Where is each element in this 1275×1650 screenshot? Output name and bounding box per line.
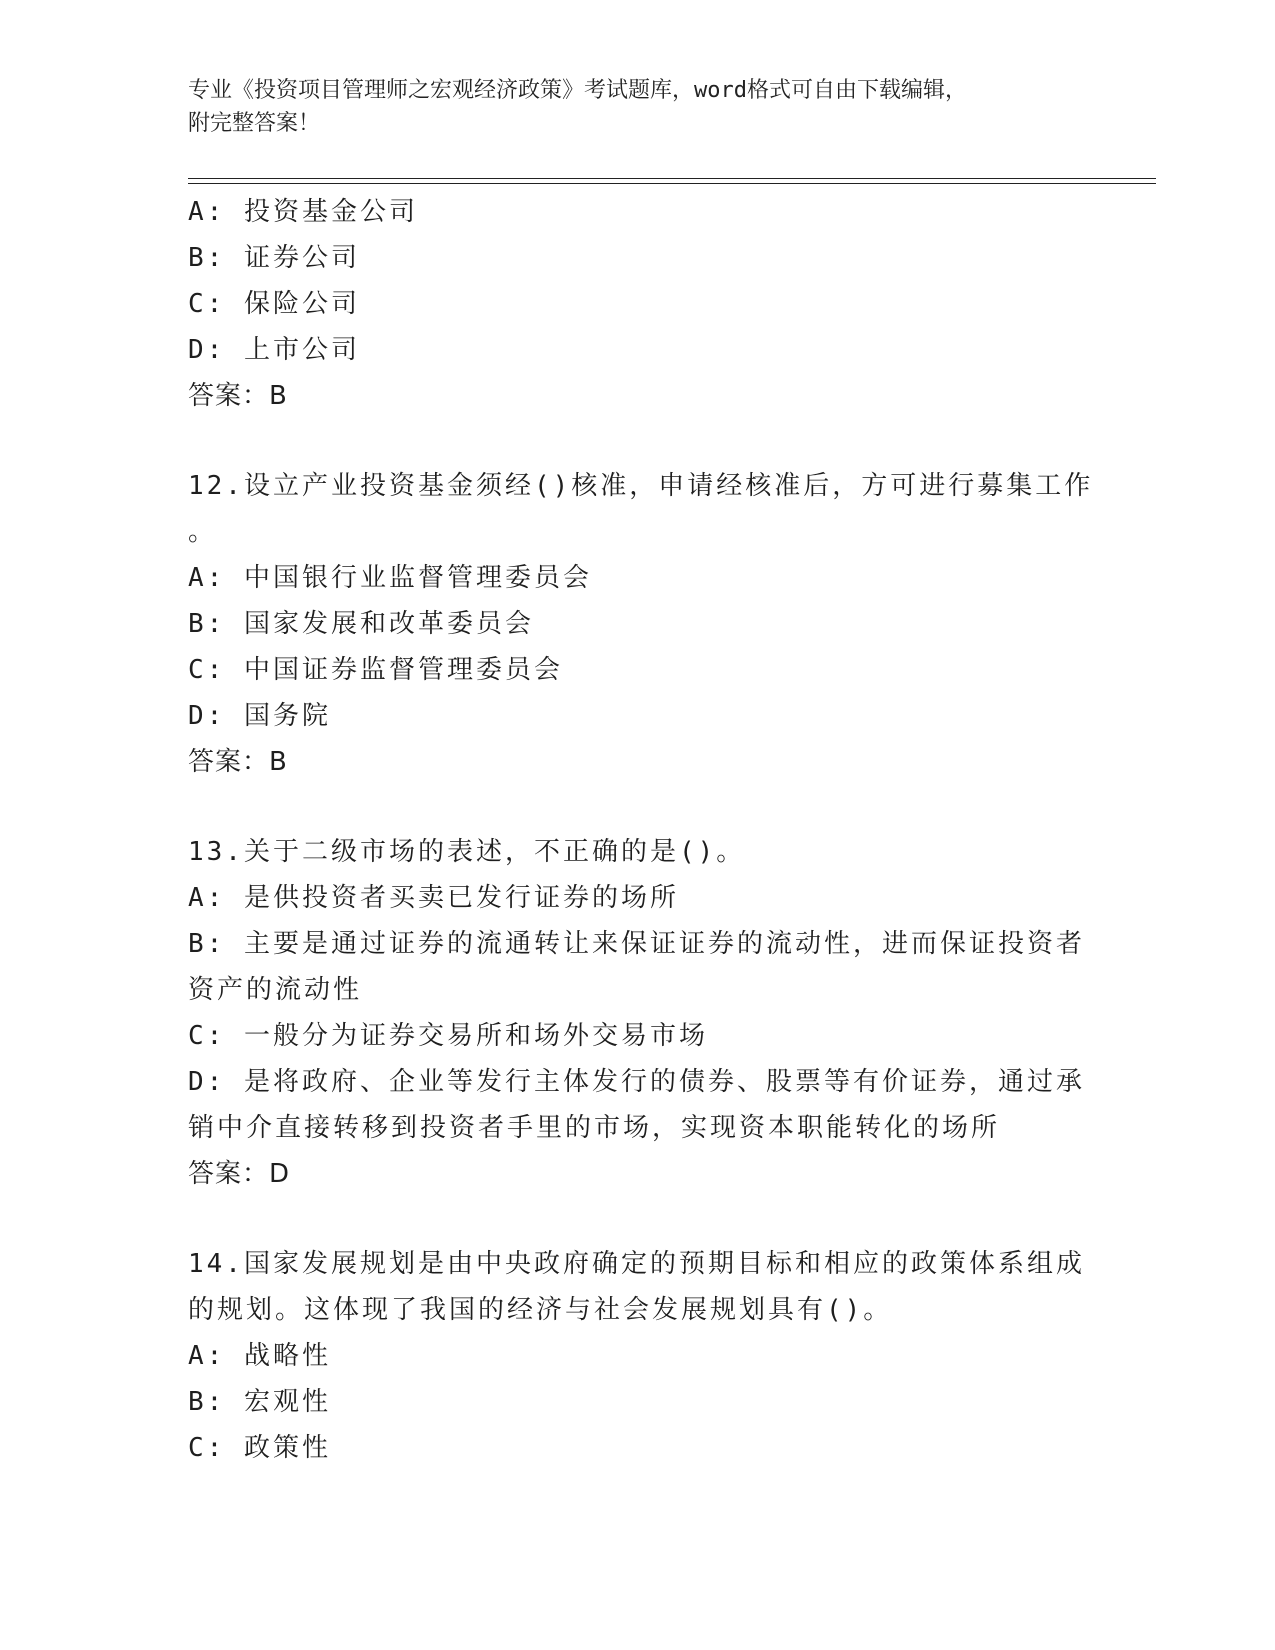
option-a: A: 战略性 (188, 1341, 331, 1371)
answer: 答案：B (188, 381, 288, 411)
option-a: A: 是供投资者买卖已发行证券的场所 (188, 883, 679, 913)
option-b: B: 证券公司 (188, 243, 360, 273)
question-stem-line-2: 的规划。这体现了我国的经济与社会发展规划具有()。 (188, 1295, 893, 1325)
option-c: C: 一般分为证券交易所和场外交易市场 (188, 1021, 708, 1051)
question-12 (188, 463, 1094, 785)
option-d: D: 国务院 (188, 701, 331, 731)
option-b-line-1: B: 主要是通过证券的流通转让来保证证券的流动性，进而保证投资者 (188, 929, 1085, 959)
option-d-line-2: 销中介直接转移到投资者手里的市场，实现资本职能转化的场所 (188, 1113, 1001, 1143)
option-b-line-2: 资产的流动性 (188, 975, 363, 1005)
header-divider-top (188, 178, 1156, 179)
question-list (188, 189, 1094, 1471)
option-b: B: 宏观性 (188, 1387, 331, 1417)
option-d: D: 上市公司 (188, 335, 360, 365)
answer: 答案：D (188, 1159, 291, 1189)
question-stem-line-1: 12.设立产业投资基金须经()核准，申请经核准后，方可进行募集工作 (188, 471, 1094, 501)
option-a: A: 投资基金公司 (188, 197, 418, 227)
option-c: C: 政策性 (188, 1433, 331, 1463)
option-d-line-1: D: 是将政府、企业等发行主体发行的债券、股票等有价证券，通过承 (188, 1067, 1085, 1097)
option-b: B: 国家发展和改革委员会 (188, 609, 534, 639)
document-header (188, 74, 1068, 140)
question-14 (188, 1241, 1088, 1471)
question-stem-line-1: 14.国家发展规划是由中央政府确定的预期目标和相应的政策体系组成 (188, 1249, 1085, 1279)
question-11 (188, 189, 1088, 419)
header-divider-bottom (188, 183, 1156, 184)
header-line-1: 专业《投资项目管理师之宏观经济政策》考试题库，word格式可自由下载编辑， (188, 78, 967, 103)
spacer (188, 1197, 1088, 1241)
header-line-2: 附完整答案！ (188, 111, 321, 136)
question-stem: 13.关于二级市场的表述，不正确的是()。 (188, 837, 746, 867)
option-a: A: 中国银行业监督管理委员会 (188, 563, 592, 593)
spacer (188, 419, 1088, 463)
option-c: C: 中国证券监督管理委员会 (188, 655, 563, 685)
spacer (188, 785, 1088, 829)
question-stem-line-2: 。 (188, 517, 218, 547)
answer: 答案：B (188, 747, 288, 777)
option-c: C: 保险公司 (188, 289, 360, 319)
question-13 (188, 829, 1088, 1197)
